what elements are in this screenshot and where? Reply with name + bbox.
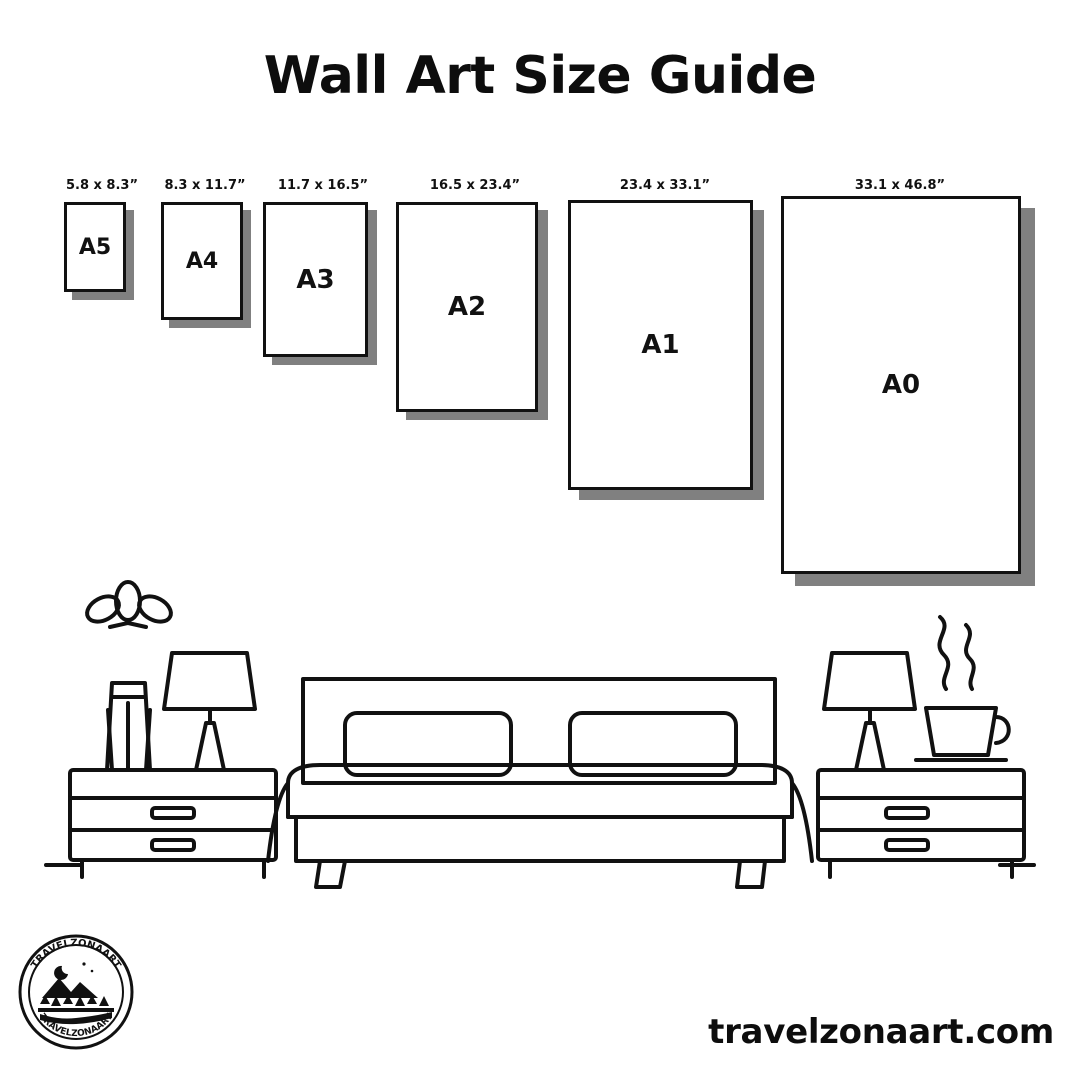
coffee-cup [916,617,1009,760]
size-dim-a3: 11.7 x 16.5” [277,178,369,193]
brand-logo [14,930,138,1054]
size-dim-a5: 5.8 x 8.3” [65,178,139,193]
frame-label-a0: A0 [881,370,921,400]
travelzonaart-logo-icon [14,930,138,1054]
nightstand-left [70,770,276,877]
frame-a2 [396,202,538,412]
frame-label-a2: A2 [447,292,487,322]
table-lamp-left [164,653,255,770]
frame-a5 [64,202,126,292]
frame-a0 [781,196,1021,574]
frame-label-a3: A3 [296,264,335,295]
svg-text:TRAVELZONAART: TRAVELZONAART [29,937,123,971]
size-chart [0,160,1080,590]
svg-text:TRAVELZONAART: TRAVELZONAART [36,1012,116,1040]
table-lamp-right [824,653,915,770]
frame-a3 [263,202,368,357]
nightstand-right [818,770,1024,877]
size-dim-a0: 33.1 x 46.8” [854,178,946,193]
frame-label-a1: A1 [641,330,680,360]
frame-a1 [568,200,753,490]
website-url: travelzonaart.com [708,1012,1054,1052]
frame-a4 [161,202,243,320]
frame-label-a5: A5 [78,234,112,260]
size-dim-a2: 16.5 x 23.4” [429,178,521,193]
bedroom-scene [0,565,1080,905]
bedroom-illustration [0,565,1080,905]
frame-label-a4: A4 [185,248,219,274]
plant-vase [83,582,175,770]
size-dim-a1: 23.4 x 33.1” [619,178,711,193]
page-title: Wall Art Size Guide [263,46,817,106]
bed [268,679,812,887]
size-dim-a4: 8.3 x 11.7” [164,178,246,193]
